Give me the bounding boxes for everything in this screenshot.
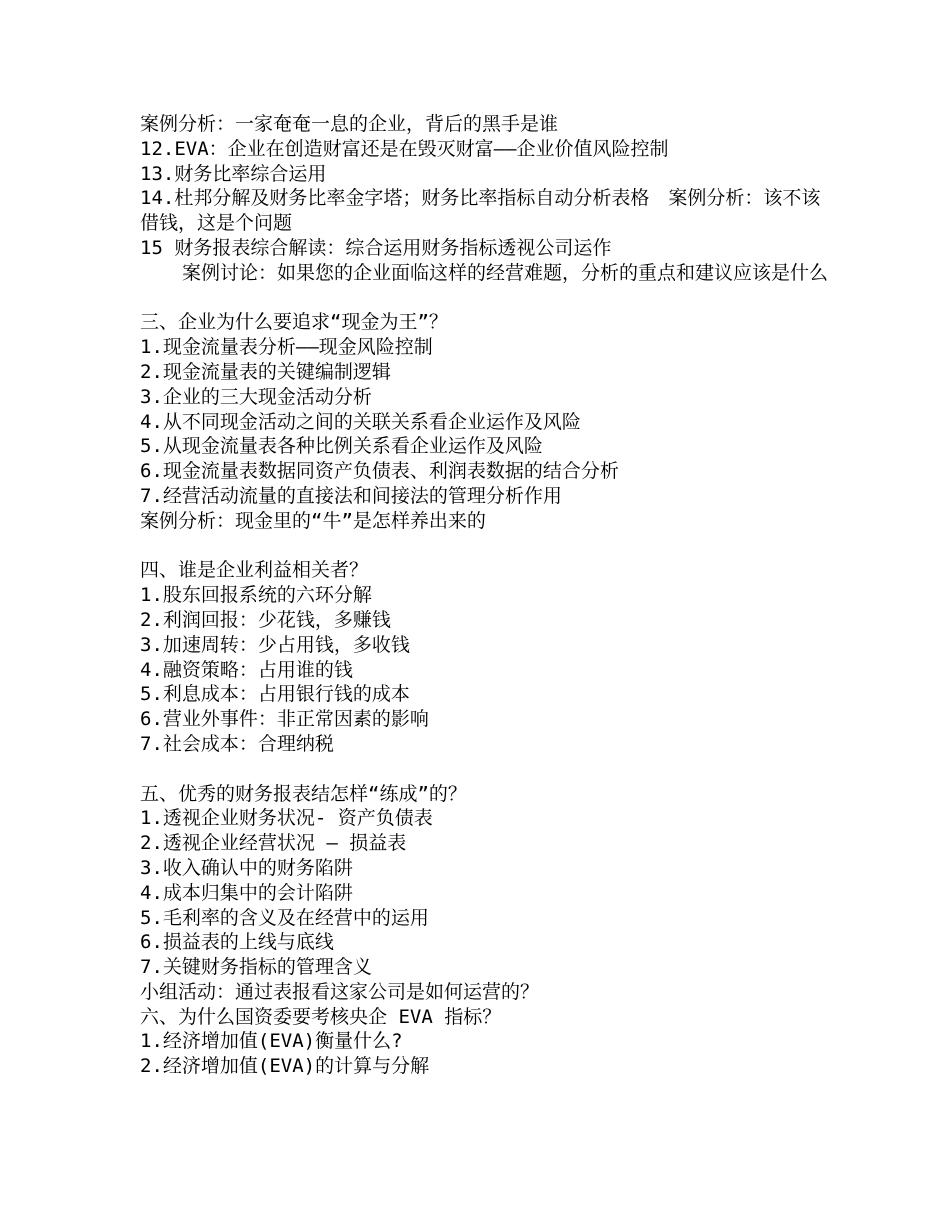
case-analysis-line: 案例分析：一家奄奄一息的企业，背后的黑手是谁	[140, 113, 559, 135]
list-item: 2.现金流量表的关键编制逻辑	[140, 360, 391, 383]
document-page	[140, 112, 830, 1079]
list-item: 3.收入确认中的财务陷阱	[140, 856, 353, 879]
list-item: 14.杜邦分解及财务比率金字塔；财务比率指标自动分析表格 案例分析：该不该借钱，这是个问题	[140, 187, 821, 235]
case-analysis-line: 案例分析：现金里的“牛”是怎样养出来的	[140, 509, 486, 532]
list-item: 4.融资策略：占用谁的钱	[140, 658, 353, 681]
list-item: 7.经营活动流量的直接法和间接法的管理分析作用	[140, 484, 562, 507]
list-item: 7.关键财务指标的管理含义	[140, 956, 372, 979]
blank-line	[140, 757, 830, 782]
list-item: 6.损益表的上线与底线	[140, 931, 334, 954]
group-activity-line: 小组活动：通过表报看这家公司是如何运营的？	[140, 980, 540, 1003]
list-item: 15 财务报表综合解读：综合运用财务指标透视公司运作	[140, 236, 612, 259]
list-item: 1.经济增加值(EVA)衡量什么?	[140, 1030, 403, 1053]
section-heading: 五、优秀的财务报表结怎样“练成”的？	[140, 782, 467, 805]
list-item: 5.利息成本：占用银行钱的成本	[140, 683, 410, 706]
list-item: 2.透视企业经营状况 – 损益表	[140, 832, 407, 855]
list-item: 1.股东回报系统的六环分解	[140, 584, 372, 607]
section-heading: 三、企业为什么要追求“现金为王”？	[140, 311, 448, 334]
list-item: 1.现金流量表分析——现金风险控制	[140, 336, 433, 359]
list-item: 12.EVA：企业在创造财富还是在毁灭财富——企业价值风险控制	[140, 137, 669, 160]
list-item: 6.营业外事件：非正常因素的影响	[140, 708, 429, 731]
list-item: 2.经济增加值(EVA)的计算与分解	[140, 1055, 430, 1078]
list-item: 4.成本归集中的会计陷阱	[140, 881, 353, 904]
list-item: 6.现金流量表数据同资产负债表、利润表数据的结合分析	[140, 460, 619, 483]
list-item: 2.利润回报：少花钱，多赚钱	[140, 608, 391, 631]
list-item: 13.财务比率综合运用	[140, 162, 327, 185]
list-item: 3.加速周转：少占用钱，多收钱	[140, 633, 410, 656]
case-discussion-line: 案例讨论：如果您的企业面临这样的经营难题，分析的重点和建议应该是什么	[182, 261, 829, 284]
section-heading: 六、为什么国资委要考核央企 EVA 指标？	[140, 1005, 502, 1028]
list-item: 1.透视企业财务状况- 资产负债表	[140, 807, 433, 830]
section-heading: 四、谁是企业利益相关者？	[140, 559, 369, 582]
list-item: 7.社会成本：合理纳税	[140, 732, 334, 755]
list-item: 3.企业的三大现金活动分析	[140, 385, 372, 408]
list-item: 5.毛利率的含义及在经营中的运用	[140, 906, 429, 929]
list-item: 5.从现金流量表各种比例关系看企业运作及风险	[140, 435, 543, 458]
blank-line	[140, 534, 830, 559]
list-item: 4.从不同现金活动之间的关联关系看企业运作及风险	[140, 410, 581, 433]
blank-line	[140, 286, 830, 311]
